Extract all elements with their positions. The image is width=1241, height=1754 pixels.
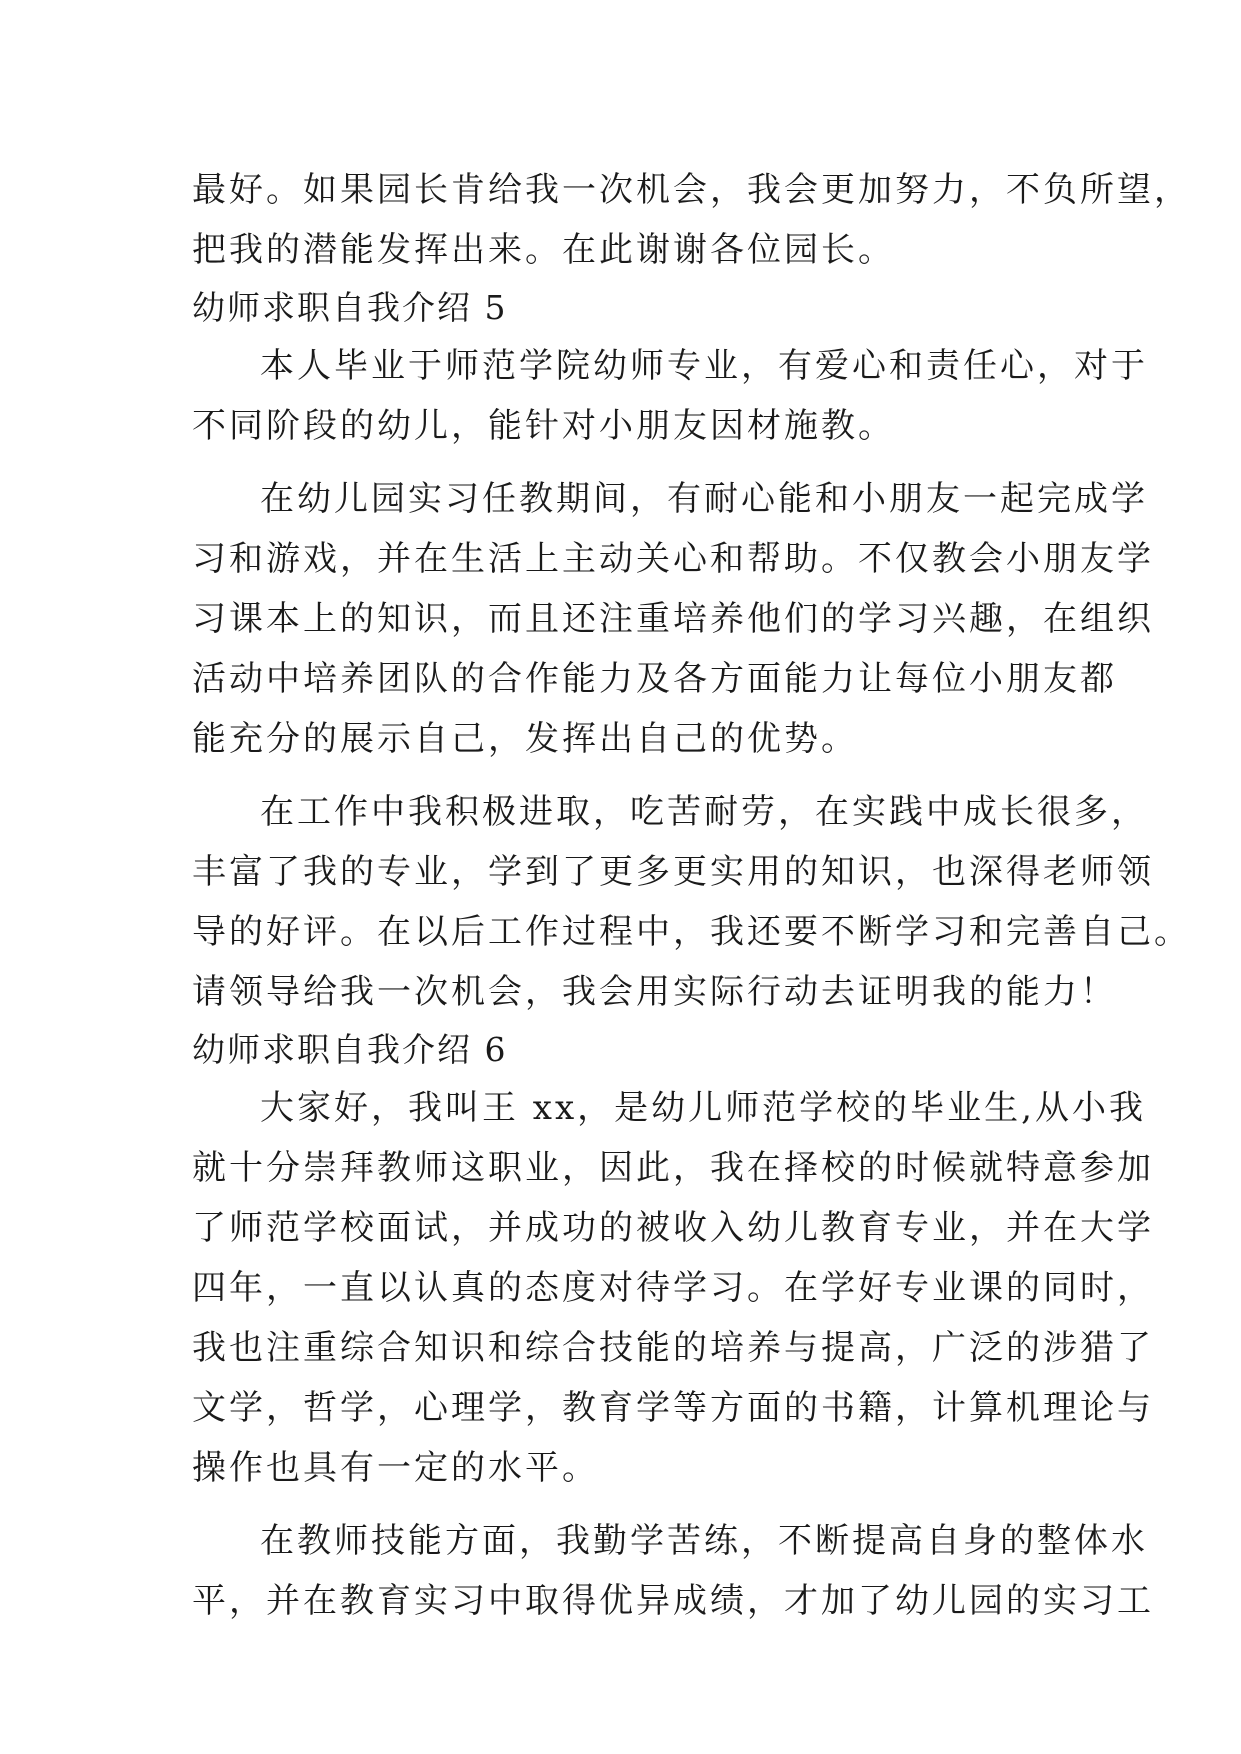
paragraph-first-line: 在教师技能方面，我勤学苦练，不断提高自身的整体水 [260,1521,1148,1561]
body-text-line: 文学，哲学，心理学，教育学等方面的书籍，计算机理论与 [192,1388,1154,1428]
body-text-line: 最好。如果园长肯给我一次机会，我会更加努力，不负所望， [192,170,1191,210]
body-text-line: 不同阶段的幼儿，能针对小朋友因材施教。 [192,406,895,446]
document-body [192,160,1191,1631]
paragraph-spacer [192,456,1052,469]
paragraph-first-line: 本人毕业于师范学院幼师专业，有爱心和责任心，对于 [260,346,1148,386]
body-text-line: 习和游戏，并在生活上主动关心和帮助。不仅教会小朋友学 [192,539,1154,579]
body-text-line: 习课本上的知识，而且还注重培养他们的学习兴趣，在组织 [192,599,1154,639]
paragraph-spacer [192,1498,1052,1511]
body-text-line: 平，并在教育实习中取得优异成绩，才加了幼儿园的实习工 [192,1581,1154,1621]
body-text-line: 了师范学校面试，并成功的被收入幼儿教育专业，并在大学 [192,1208,1154,1248]
paragraph-first-line: 在幼儿园实习任教期间，有耐心能和小朋友一起完成学 [260,479,1148,519]
paragraph-first-line: 大家好，我叫王 xx，是幼儿师范学校的毕业生,从小我 [260,1088,1146,1128]
body-text-line: 四年，一直以认真的态度对待学习。在学好专业课的同时， [192,1268,1154,1308]
section-heading-6: 幼师求职自我介绍 6 [192,1030,508,1069]
body-text-line: 请领导给我一次机会，我会用实际行动去证明我的能力！ [192,972,1117,1012]
body-text-line: 导的好评。在以后工作过程中，我还要不断学习和完善自己。 [192,912,1191,952]
body-text-line: 丰富了我的专业，学到了更多更实用的知识，也深得老师领 [192,852,1154,892]
body-text-line: 我也注重综合知识和综合技能的培养与提高，广泛的涉猎了 [192,1328,1154,1368]
section-heading-5: 幼师求职自我介绍 5 [192,288,508,327]
body-text-line: 操作也具有一定的水平。 [192,1448,599,1488]
body-text-line: 活动中培养团队的合作能力及各方面能力让每位小朋友都 [192,659,1117,699]
paragraph-spacer [192,769,1052,782]
body-text-line: 就十分崇拜教师这职业，因此，我在择校的时候就特意参加 [192,1148,1154,1188]
paragraph-first-line: 在工作中我积极进取，吃苦耐劳，在实践中成长很多， [260,792,1148,832]
body-text-line: 把我的潜能发挥出来。在此谢谢各位园长。 [192,230,895,270]
body-text-line: 能充分的展示自己，发挥出自己的优势。 [192,719,858,759]
